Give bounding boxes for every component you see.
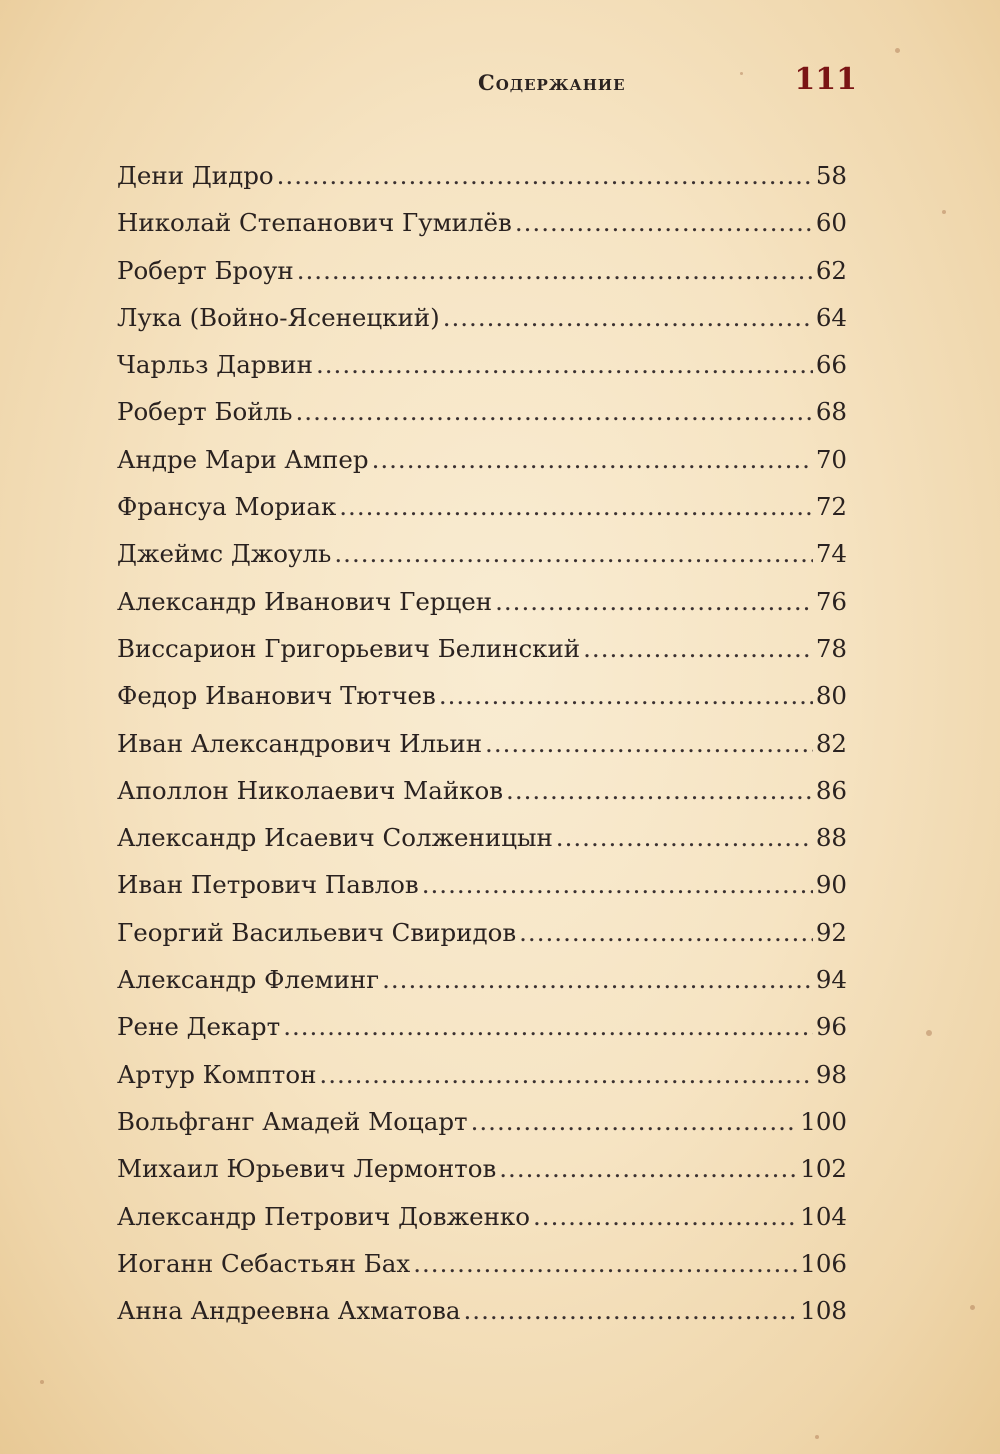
toc-entry-title: Иоганн Себастьян Бах [117,1248,411,1278]
toc-dot-leader [319,1051,812,1098]
toc-entry [117,341,847,388]
toc-entry-title: Александр Флеминг [117,965,380,995]
toc-entry [117,625,847,672]
toc-dot-leader [296,388,813,435]
toc-dot-leader [283,1003,813,1050]
toc-dot-leader [464,1287,798,1334]
page-header [0,62,1000,102]
toc-entry [117,1240,847,1287]
page-number: 111 [794,62,857,97]
toc-entry-page: 68 [815,397,847,427]
toc-entry-page: 82 [815,728,847,758]
toc-dot-leader [297,247,813,294]
toc-entry [117,1193,847,1240]
toc-dot-leader [413,1240,797,1287]
toc-dot-leader [485,720,813,767]
toc-entry-title: Михаил Юрьевич Лермонтов [117,1154,497,1184]
toc-entry [117,436,847,483]
toc-entry-page: 58 [815,161,847,190]
toc-entry [117,294,847,341]
toc-dot-leader [334,530,812,577]
toc-entry-page: 92 [815,917,847,947]
toc-entry-title: Александр Исаевич Солженицын [117,823,553,853]
toc-entry [117,1145,847,1192]
toc-entry [117,814,847,861]
toc-dot-leader [471,1098,798,1145]
toc-entry-title: Анна Андреевна Ахматова [117,1296,461,1326]
toc-entry [117,247,847,294]
toc-entry [117,199,847,246]
toc-entry-title: Александр Иванович Герцен [117,586,493,616]
toc-entry-page: 96 [815,1012,847,1042]
toc-entry-page: 104 [800,1201,847,1231]
toc-entry-title: Лука (Войно-Ясенецкий) [117,302,440,332]
toc-entry [117,1098,847,1145]
paper-speck [970,1305,975,1310]
toc-entry-page: 94 [815,965,847,995]
toc-entry [117,861,847,908]
toc-entry [117,530,847,577]
toc-entry-title: Вольфганг Амадей Моцарт [117,1106,468,1136]
toc-dot-leader [443,294,813,341]
toc-entry-page: 98 [815,1059,847,1089]
toc-entry [117,152,847,199]
toc-entry-page: 70 [815,444,847,474]
toc-entry-page: 102 [800,1154,847,1184]
toc-entry [117,578,847,625]
toc-entry-title: Андре Мари Ампер [117,444,369,474]
toc-entry [117,1003,847,1050]
toc-entry-page: 72 [815,492,847,522]
toc-entry-page: 78 [815,633,847,663]
paper-speck [895,48,900,53]
toc-entry [117,483,847,530]
toc-entry-page: 108 [800,1296,847,1326]
paper-speck [926,1030,932,1036]
toc-entry-title: Дени Дидро [117,161,274,190]
toc-dot-leader [499,1145,797,1192]
toc-dot-leader [372,436,813,483]
toc-entry-page: 60 [815,208,847,238]
toc-dot-leader [382,956,813,1003]
paper-speck [40,1380,44,1384]
toc-entry-title: Виссарион Григорьевич Белинский [117,633,581,663]
toc-entry [117,388,847,435]
toc-entry-page: 100 [800,1106,847,1136]
toc-entry-page: 76 [815,586,847,616]
toc-entry-title: Чарльз Дарвин [117,350,313,380]
toc-dot-leader [506,767,813,814]
toc-entry-title: Федор Иванович Тютчев [117,681,436,711]
toc-dot-leader [556,814,813,861]
toc-entry-title: Александр Петрович Довженко [117,1201,530,1231]
toc-entry-page: 86 [815,775,847,805]
toc-entry-page: 106 [800,1248,847,1278]
toc-entry [117,720,847,767]
toc-entry [117,909,847,956]
toc-entry [117,767,847,814]
toc-dot-leader [277,152,813,199]
toc-entry-title: Георгий Васильевич Свиридов [117,917,517,947]
toc-dot-leader [495,578,813,625]
table-of-contents [117,152,847,1334]
toc-dot-leader [515,199,813,246]
toc-entry-title: Джеймс Джоуль [117,539,332,569]
toc-entry [117,672,847,719]
toc-entry-page: 66 [815,350,847,380]
toc-entry-title: Рене Декарт [117,1012,281,1042]
toc-dot-leader [533,1193,797,1240]
toc-entry [117,1287,847,1334]
toc-entry-title: Роберт Броун [117,255,294,285]
toc-entry-page: 62 [815,255,847,285]
toc-entry-page: 74 [815,539,847,569]
toc-entry [117,956,847,1003]
toc-dot-leader [439,672,813,719]
toc-dot-leader [339,483,813,530]
toc-entry-title: Роберт Бойль [117,397,293,427]
toc-entry-title: Иван Петрович Павлов [117,870,419,900]
paper-speck [815,1435,819,1439]
toc-entry-title: Николай Степанович Гумилёв [117,208,512,238]
toc-entry-title: Иван Александрович Ильин [117,728,483,758]
toc-dot-leader [519,909,813,956]
toc-entry-page: 64 [815,302,847,332]
toc-entry-page: 80 [815,681,847,711]
toc-entry [117,1051,847,1098]
toc-entry-title: Артур Комптон [117,1059,317,1089]
toc-dot-leader [422,861,813,908]
toc-entry-page: 88 [815,823,847,853]
toc-dot-leader [316,341,813,388]
toc-entry-title: Франсуа Мориак [117,492,337,522]
toc-entry-title: Аполлон Николаевич Майков [117,775,504,805]
toc-entry-page: 90 [815,870,847,900]
paper-speck [942,210,946,214]
running-title: Содержание [478,70,626,95]
toc-dot-leader [583,625,813,672]
